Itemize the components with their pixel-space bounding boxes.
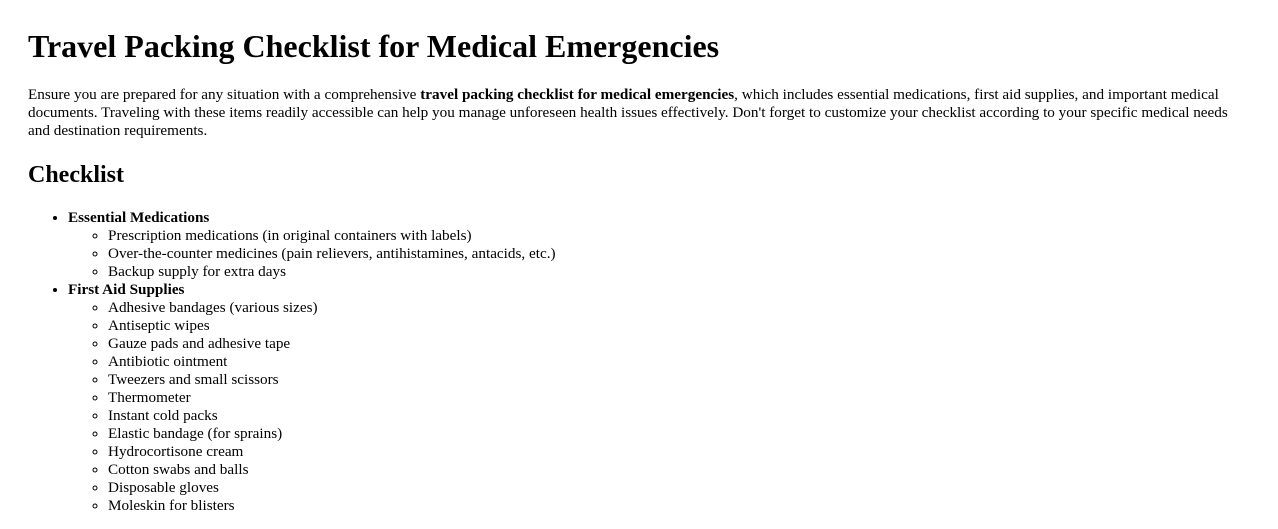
list-item: ◦ Thermometer (108, 389, 1250, 407)
checklist (28, 209, 1250, 515)
list-item: ◦ Tweezers and small scissors (108, 371, 1250, 389)
category-label: First Aid Supplies (68, 281, 185, 298)
list-item: ◦ Antiseptic wipes (108, 317, 1250, 335)
category-items (68, 299, 1250, 515)
document-page (0, 28, 1278, 515)
list-item: ◦ Moleskin for blisters (108, 497, 1250, 515)
category-label: Essential Medications (68, 209, 210, 226)
list-item: ◦ Hydrocortisone cream (108, 443, 1250, 461)
section-heading-checklist: Checklist (28, 162, 124, 188)
list-item: ◦ Gauze pads and adhesive tape (108, 335, 1250, 353)
page-title: Travel Packing Checklist for Medical Emergencies (28, 28, 720, 64)
list-item: ◦ Adhesive bandages (various sizes) (108, 299, 1250, 317)
intro-text-bold: travel packing checklist for medical emergencies (420, 86, 735, 103)
list-item: ◦ Cotton swabs and balls (108, 461, 1250, 479)
category-first-aid-supplies (68, 281, 1250, 515)
list-item: ◦ Over-the-counter medicines (pain relievers, antihistamines, antacids, etc.) (108, 245, 1250, 263)
list-item: ◦ Disposable gloves (108, 479, 1250, 497)
intro-text-after: , which includes essential medications, first aid supplies, and important medical documents. Traveling with these items readily accessible can help you manage unforeseen health issues effectively. Don't forget to customize your checklist according to your specific medical needs and destination requirements. (28, 86, 1228, 139)
category-essential-medications (68, 209, 1250, 281)
list-item: ◦ Elastic bandage (for sprains) (108, 425, 1250, 443)
list-item: ◦ Prescription medications (in original containers with labels) (108, 227, 1250, 245)
list-item: ◦ Instant cold packs (108, 407, 1250, 425)
list-item: ◦ Antibiotic ointment (108, 353, 1250, 371)
intro-text-before: Ensure you are prepared for any situation with a comprehensive (28, 86, 421, 103)
category-items (68, 227, 1250, 281)
intro-paragraph (28, 86, 1250, 140)
list-item: ◦ Backup supply for extra days (108, 263, 1250, 281)
